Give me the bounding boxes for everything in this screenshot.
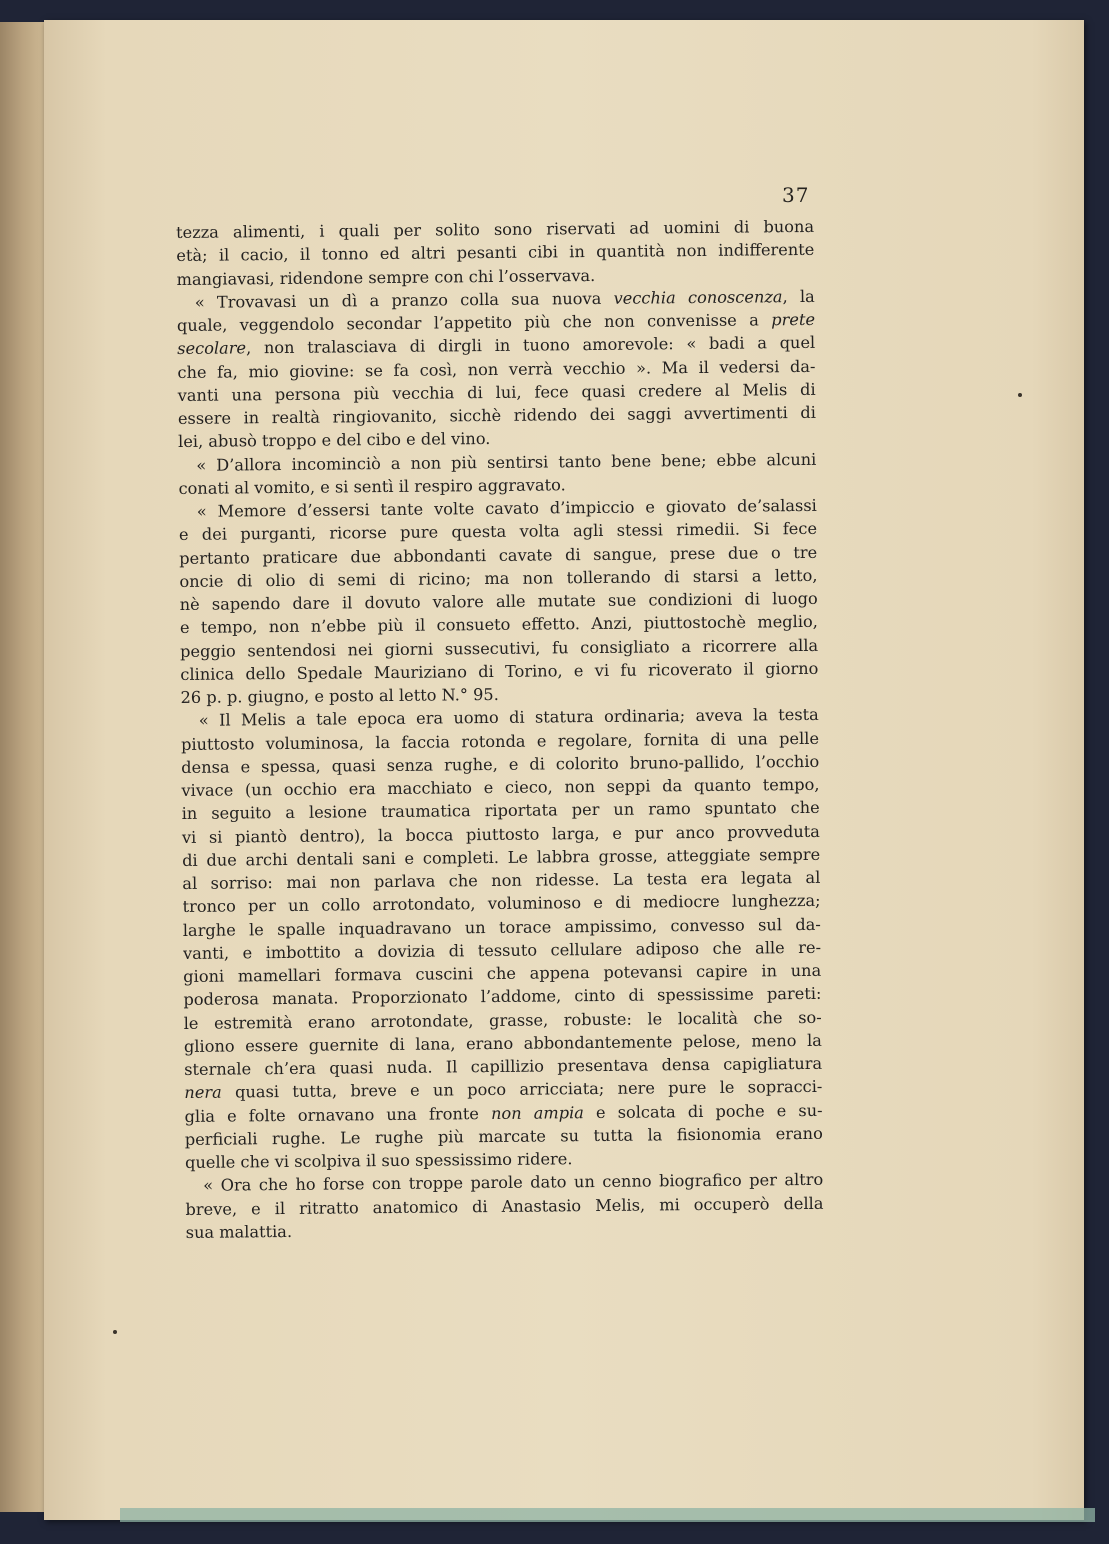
text-line: vivace (un occhio era macchiato e cieco, non seppi da quanto tempo, xyxy=(181,774,820,800)
text-line: quelle che vi scolpiva il suo spessissimo ridere. xyxy=(184,1149,573,1172)
text-line: lei, abusò troppo e del cibo e del vino. xyxy=(178,429,491,452)
text-line: vanti una persona più vecchia di lui, fece quasi credere al Melis di xyxy=(177,379,816,405)
text-segment: , la xyxy=(782,286,815,306)
text-line: e dei purganti, ricorse pure questa volta agli stessi rimedii. Si fece xyxy=(178,519,818,545)
text-line: peggio sentendosi nei giorni sussecutivi, fu consigliato a ricorrere alla xyxy=(180,635,819,661)
text-segment: « Trovavasi un dì a pranzo colla sua nuova xyxy=(194,288,602,312)
italic-phrase: secolare xyxy=(177,338,247,359)
italic-phrase: vecchia conoscenza xyxy=(613,286,783,308)
text-segment: quale, veggendolo secondar l’appetito più che non convenisse a xyxy=(176,310,759,335)
text-line: che fa, mio giovine: se fa così, non verrà vecchio ». Ma il vedersi da- xyxy=(177,356,816,382)
text-line: conati al vomito, e si sentì il respiro aggravato. xyxy=(178,475,566,498)
text-line: vanti, e imbottito a dovizia di tessuto cellulare adiposo che alle re- xyxy=(182,937,822,963)
text-line: età; il cacio, il tonno ed altri pesanti cibi in quantità non indifferente xyxy=(176,240,815,266)
text-line: tronco per un collo arrotondato, voluminoso e di mediocre lunghezza; xyxy=(182,891,821,917)
text-line: poderosa manata. Proporzionato l’addome, cinto di spessissime pareti: xyxy=(183,984,822,1010)
print-speck xyxy=(113,1330,117,1334)
text-line: e tempo, non n’ebbe più il consueto effetto. Anzi, piuttostochè meglio, xyxy=(179,612,818,638)
text-line: gioni mamellari formava cuscini che appena potevansi capire in una xyxy=(183,960,822,986)
text-segment: glia e folte ornavano una fronte xyxy=(184,1103,480,1126)
text-segment: « Ora che ho forse con troppe parole dato un cenno biografico per altro xyxy=(203,1170,824,1196)
text-line: essere in realtà ringiovanito, sicchè ridendo dei saggi avvertimenti di xyxy=(177,402,816,428)
text-segment: « Memore d’essersi tante volte cavato d’impiccio e giovato de’salassi xyxy=(196,495,817,521)
text-line: al sorriso: mai non parlava che non ridesse. La testa era legata al xyxy=(182,867,821,893)
italic-phrase: prete xyxy=(771,309,816,330)
text-line: nè sapendo dare il dovuto valore alle mutate sue condizioni di luogo xyxy=(179,588,818,614)
text-line: tezza alimenti, i quali per solito sono riservati ad uomini di buona xyxy=(176,216,815,242)
body-text xyxy=(176,215,824,1244)
italic-phrase: nera xyxy=(184,1082,222,1103)
page-number: 37 xyxy=(782,183,810,207)
text-line: in seguito a lesione traumatica riportata per un ramo spuntato che xyxy=(181,798,820,824)
text-line: breve, e il ritratto anatomico di Anastasio Melis, mi occuperò della xyxy=(185,1193,824,1219)
italic-phrase: non ampia xyxy=(490,1102,584,1123)
text-line: clinica dello Spedale Mauriziano di Torino, e vi fu ricoverato il giorno xyxy=(180,658,819,684)
text-line: perficiali rughe. Le rughe più marcate su tutta la fisionomia erano xyxy=(184,1123,823,1149)
page-bottom-edge xyxy=(120,1508,1095,1522)
text-line: gliono essere guernite di lana, erano abbondantemente pelose, meno la xyxy=(183,1030,822,1056)
text-segment: , non tralasciava di dirgli in tuono amorevole: « badi a quel xyxy=(245,333,816,358)
text-line: oncie di olio di semi di ricino; ma non tollerando di starsi a letto, xyxy=(179,565,818,591)
text-segment: « D’allora incominciò a non più sentirsi tanto bene bene; ebbe alcuni xyxy=(196,449,817,475)
text-line: mangiavasi, ridendone sempre con chi l’osservava. xyxy=(176,265,596,289)
text-line: sternale ch’era quasi nuda. Il capillizio presentava densa capigliatura xyxy=(184,1053,823,1079)
print-speck xyxy=(1018,393,1022,397)
text-segment: « Il Melis a tale epoca era uomo di statura ordinaria; aveva la testa xyxy=(198,705,819,731)
text-line: sua malattia. xyxy=(185,1221,293,1242)
text-line: di due archi dentali sani e completi. Le labbra grosse, atteggiate sempre xyxy=(182,844,821,870)
text-line: le estremità erano arrotondate, grasse, robuste: le località che so- xyxy=(183,1007,822,1033)
text-line: piuttosto voluminosa, la faccia rotonda e regolare, fornita di una pelle xyxy=(180,728,820,754)
text-line: vi si piantò dentro), la bocca piuttosto larga, e pur anco provveduta xyxy=(181,821,820,847)
text-line: densa e spessa, quasi senza rughe, e di colorito bruno-pallido, l’occhio xyxy=(181,751,820,777)
text-segment: quasi tutta, breve e un poco arricciata; nere pure le sopracci- xyxy=(221,1077,823,1102)
text-line: larghe le spalle inquadravano un torace ampissimo, convesso sul da- xyxy=(182,914,821,940)
text-line: 26 p. p. giugno, e posto al letto N.° 95. xyxy=(180,684,499,707)
text-segment: e solcata di poche e su- xyxy=(583,1100,823,1122)
text-line: pertanto praticare due abbondanti cavate di sangue, prese due o tre xyxy=(179,542,818,568)
